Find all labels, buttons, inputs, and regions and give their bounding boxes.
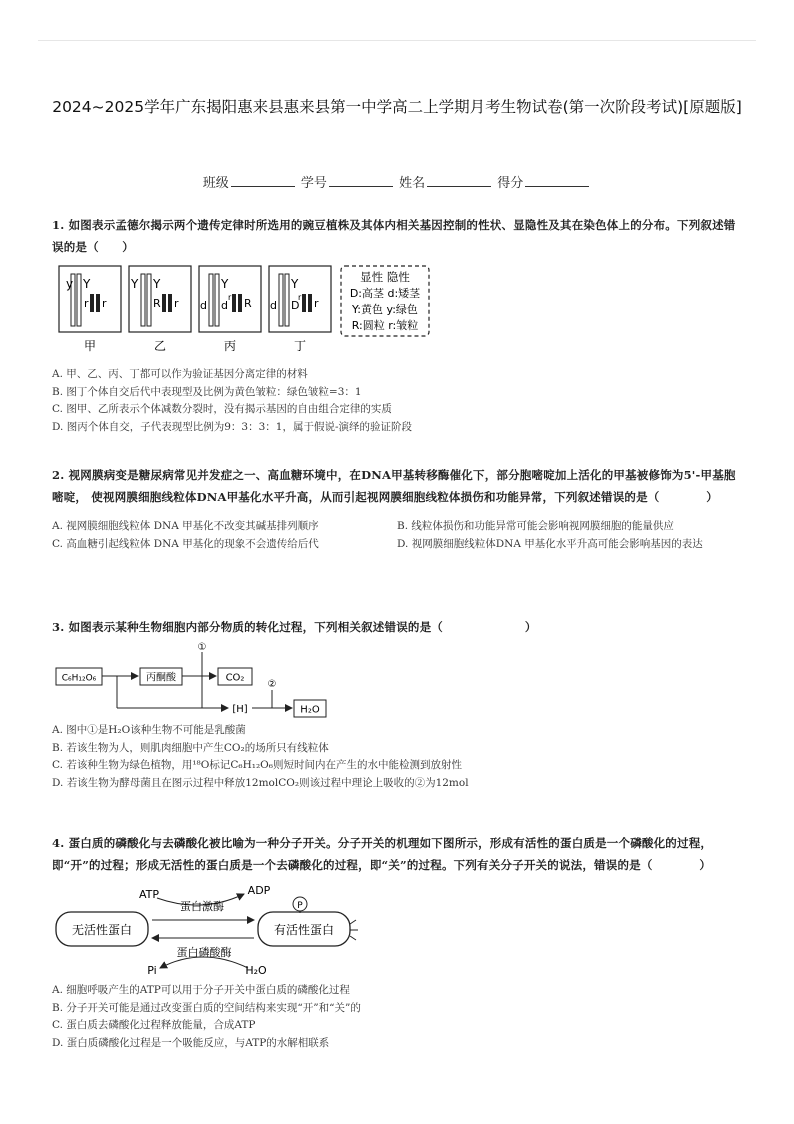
question-1	[52, 214, 742, 436]
kinase-label: 蛋白激酶	[180, 900, 224, 913]
option-c[interactable]: C. 高血糖引起线粒体 DNA 甲基化的现象不会遗传给后代	[52, 537, 319, 550]
question-3	[52, 616, 742, 792]
chromosome-figure	[52, 264, 452, 356]
gene-label: R	[153, 297, 161, 310]
class-blank[interactable]	[231, 174, 295, 187]
pi-label: Pi	[147, 964, 157, 977]
cell-bing	[199, 266, 261, 353]
step-2-marker: ②	[267, 679, 277, 690]
class-label: 班级	[202, 176, 229, 191]
phosphatase-label: 蛋白磷酸酶	[176, 946, 232, 959]
glucose-label: C₆H₁₂O₆	[61, 673, 97, 684]
gene-label: Y	[153, 277, 161, 291]
legend-row: D:高茎 d:矮茎	[349, 287, 421, 300]
gene-label: D	[291, 299, 300, 312]
gene-label: Y	[221, 277, 229, 291]
option-d[interactable]: D. 图丙个体自交，子代表现型比例为9：3：3：1，属于假说-演绎的验证阶段	[52, 420, 412, 433]
cell-label: 丙	[223, 339, 237, 353]
name-label: 姓名	[399, 176, 426, 191]
option-b[interactable]: B. 分子开关可能是通过改变蛋白质的空间结构来实现“开”和“关”的	[52, 1001, 361, 1014]
atp-label: ATP	[138, 888, 160, 901]
option-c[interactable]: C. 若该种生物为绿色植物，用¹⁸O标记C₆H₁₂O₆则短时间内在产生的水中能检测到放射性	[52, 759, 462, 771]
gene-label: d	[200, 299, 207, 312]
option-c[interactable]: C. 图甲、乙所表示个体减数分裂时，没有揭示基因的自由组合定律的实质	[52, 403, 392, 415]
cell-label: 丁	[293, 339, 307, 353]
gene-label: d	[221, 299, 228, 312]
legend-row: Y:黄色 y:绿色	[352, 303, 418, 316]
option-d[interactable]: D. 蛋白质磷酸化过程是一个吸能反应，与ATP的水解相联系	[52, 1036, 330, 1049]
student-info-line	[0, 172, 794, 191]
question-2-stem: 2. 视网膜病变是糖尿病常见并发症之一、高血糖环境中，在DNA甲基转移酶催化下，部分胞嘧啶加上活化的甲基被修饰为5'-甲基胞嘧啶， 使视网膜细胞线粒体DNA甲基化水平升高，从而引起视网膜细胞线粒体损伤和功能异常，下列叙述错误的是（ ）	[52, 468, 736, 504]
option-c[interactable]: C. 蛋白质去磷酸化过程释放能量，合成ATP	[52, 1019, 256, 1031]
gene-label: Y	[291, 277, 299, 291]
option-b[interactable]: B. 线粒体损伤和功能异常可能会影响视网膜细胞的能量供应	[397, 520, 674, 532]
gene-label: R	[244, 297, 252, 310]
h-label: [H]	[232, 704, 248, 715]
option-a[interactable]: A. 细胞呼吸产生的ATP可以用于分子开关中蛋白质的磷酸化过程	[52, 984, 350, 996]
active-protein-label: 有活性蛋白	[273, 923, 335, 937]
question-4	[52, 832, 742, 1052]
gene-label: r	[102, 297, 107, 310]
gene-label: r	[84, 297, 89, 310]
question-2	[52, 464, 742, 553]
inactive-protein-label: 无活性蛋白	[71, 923, 133, 937]
gene-label: r	[174, 297, 179, 310]
name-blank[interactable]	[427, 174, 491, 187]
phosphate-icon: P	[297, 901, 303, 911]
option-b[interactable]: B. 若该生物为人，则肌肉细胞中产生CO₂的场所只有线粒体	[52, 741, 329, 754]
step-1-marker: ①	[197, 642, 207, 653]
option-a[interactable]: A. 图中①是H₂O该种生物不可能是乳酸菌	[52, 724, 246, 736]
water-label: H₂O	[300, 704, 320, 716]
gene-label: r	[314, 297, 319, 310]
option-a[interactable]: A. 视网膜细胞线粒体 DNA 甲基化不改变其碱基排列顺序	[52, 520, 319, 532]
score-label: 得分	[497, 176, 524, 191]
id-blank[interactable]	[329, 174, 393, 187]
id-label: 学号	[300, 176, 327, 191]
gene-label: r	[298, 293, 302, 302]
molecular-switch-diagram	[52, 880, 372, 978]
gene-label: Y	[131, 277, 139, 291]
cell-jia	[59, 266, 121, 353]
option-b[interactable]: B. 图丁个体自交后代中表现型及比例为黄色皱粒：绿色皱粒=3：1	[52, 385, 362, 398]
cell-label: 甲	[83, 339, 97, 353]
conversion-diagram	[52, 640, 352, 720]
gene-label: Y	[83, 277, 91, 291]
option-a[interactable]: A. 甲、乙、丙、丁都可以作为验证基因分离定律的材料	[52, 368, 308, 380]
legend-header: 显性 隐性	[360, 270, 410, 284]
question-3-stem: 3. 如图表示某种生物细胞内部分物质的转化过程，下列相关叙述错误的是（ ）	[52, 620, 537, 634]
co2-label: CO₂	[225, 672, 245, 684]
pyruvate-label: 丙酮酸	[146, 672, 176, 684]
adp-label: ADP	[247, 884, 271, 897]
question-4-stem: 4. 蛋白质的磷酸化与去磷酸化被比喻为一种分子开关。分子开关的机理如下图所示，形成有活性的蛋白质是一个磷酸化的过程，即“开”的过程；形成无活性的蛋白质是一个去磷酸化的过程，即“关”的过程。下列有关分子开关的说法，错误的是（ ）	[52, 836, 713, 872]
cell-label: 乙	[153, 339, 167, 353]
option-d[interactable]: D. 视网膜细胞线粒体DNA 甲基化水平升高可能会影响基因的表达	[397, 537, 703, 550]
option-d[interactable]: D. 若该生物为酵母菌且在图示过程中释放12molCO₂则该过程中理论上吸收的②为12mol	[52, 776, 469, 789]
gene-label: d	[270, 299, 277, 312]
question-1-stem: 1. 如图表示孟德尔揭示两个遗传定律时所选用的豌豆植株及其体内相关基因控制的性状、显隐性及其在染色体上的分布。下列叙述错误的是（ ）	[52, 218, 736, 254]
legend-row: R:圆粒 r:皱粒	[351, 319, 419, 332]
header-divider	[38, 40, 756, 41]
water-label: H₂O	[245, 964, 267, 977]
score-blank[interactable]	[525, 174, 589, 187]
page-title: 2024~2025学年广东揭阳惠来县惠来县第一中学高二上学期月考生物试卷(第一次阶段考试)[原题版]	[52, 98, 742, 116]
gene-label: r	[228, 293, 232, 302]
gene-label: y	[66, 277, 74, 291]
cell-ding	[269, 266, 331, 353]
trait-legend	[341, 266, 429, 336]
cell-yi	[129, 266, 191, 353]
